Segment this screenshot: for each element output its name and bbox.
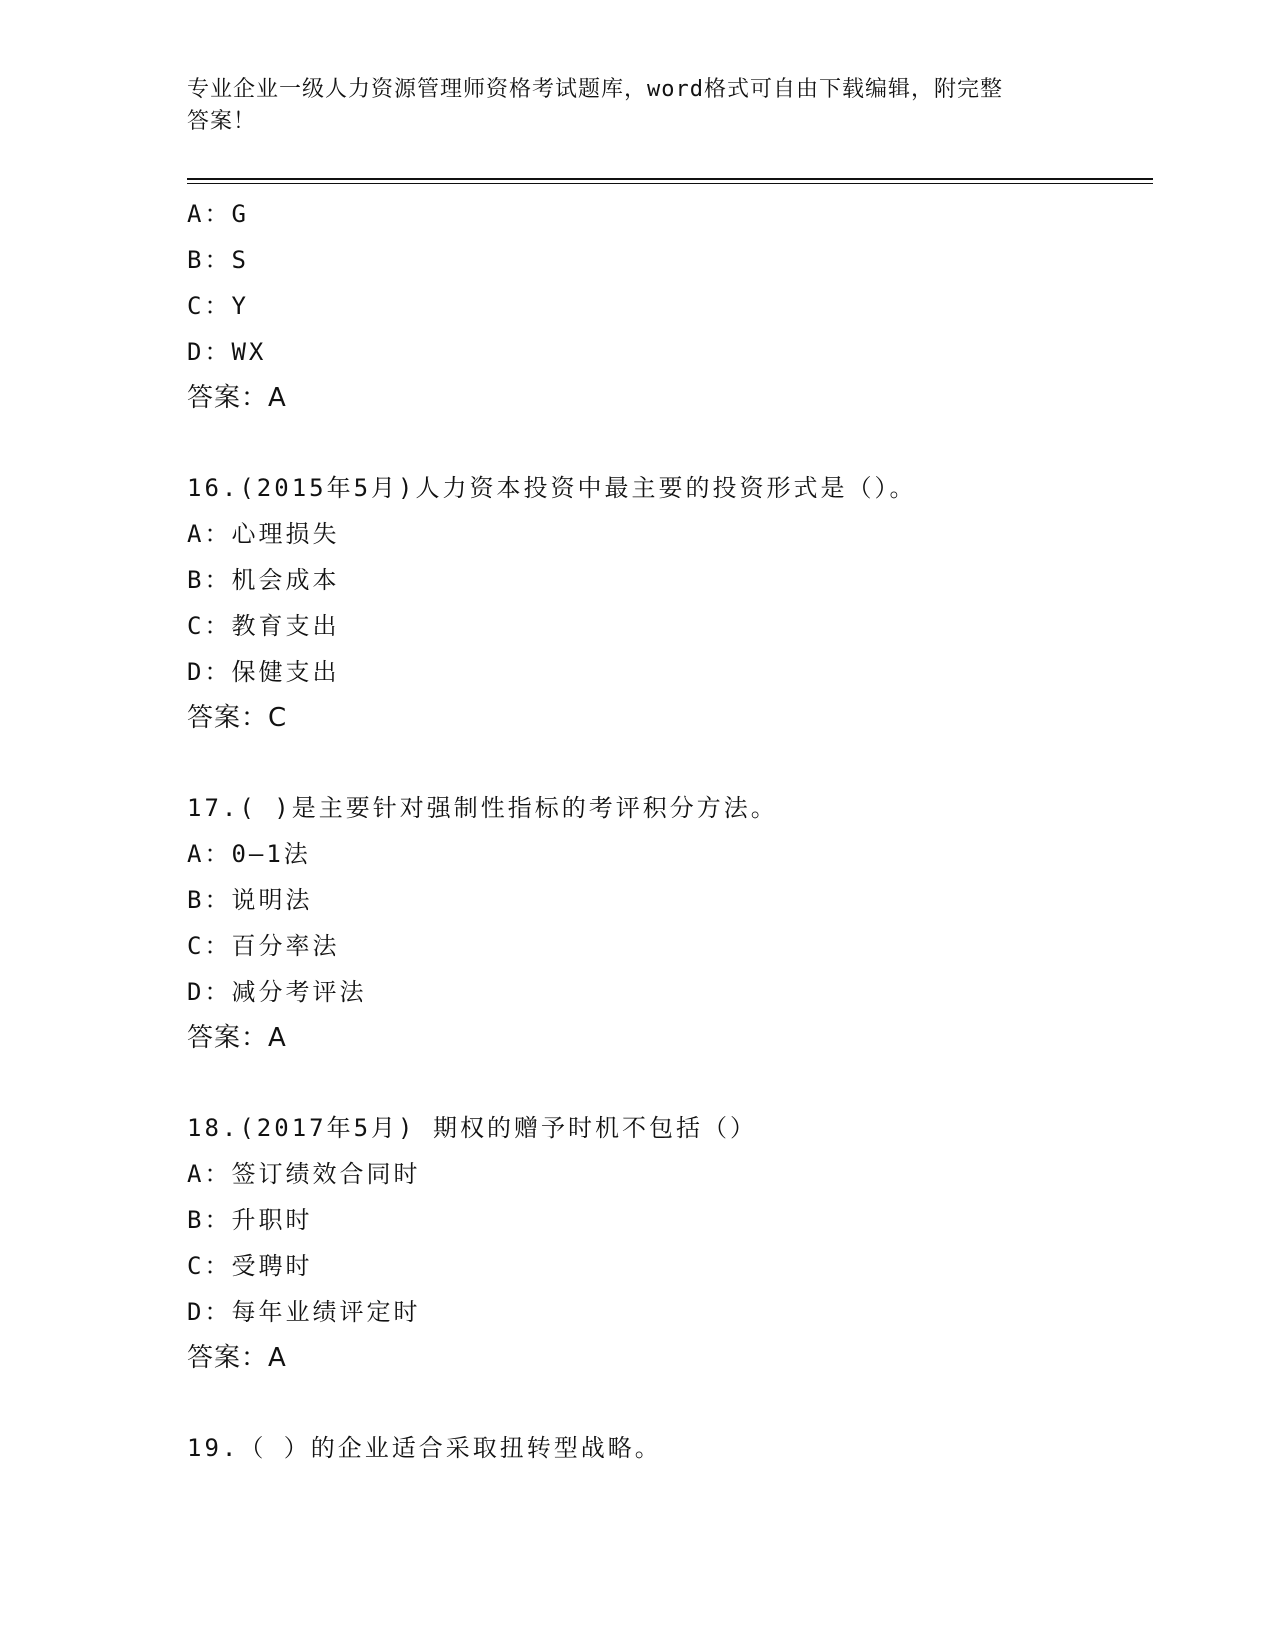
option-a: A：0—1法 <box>187 840 311 868</box>
option-b: B：机会成本 <box>187 566 340 594</box>
option-c: C：百分率法 <box>187 932 340 960</box>
question-block-19 <box>187 1425 1153 1471</box>
option-d: D：WX <box>187 338 267 366</box>
answer-line: 答案：A <box>187 1023 287 1053</box>
option-a: A：签订绩效合同时 <box>187 1160 421 1188</box>
document-header <box>187 74 1067 138</box>
option-c: C：受聘时 <box>187 1252 313 1280</box>
question-text: 18.(2017年5月) 期权的赠予时机不包括（） <box>187 1114 757 1142</box>
answer-line: 答案：A <box>187 383 287 413</box>
option-d: D：保健支出 <box>187 658 340 686</box>
option-d: D：每年业绩评定时 <box>187 1298 421 1326</box>
answer-line: 答案：A <box>187 1343 287 1373</box>
option-a: A：G <box>187 200 249 228</box>
option-c: C：教育支出 <box>187 612 340 640</box>
header-rule-thin <box>187 183 1153 184</box>
option-b: B：升职时 <box>187 1206 313 1234</box>
question-text: 19.（ ）的企业适合采取扭转型战略。 <box>187 1434 662 1462</box>
question-text: 16.(2015年5月)人力资本投资中最主要的投资形式是（）。 <box>187 474 917 502</box>
option-d: D：减分考评法 <box>187 978 367 1006</box>
question-block-15 <box>187 191 1153 421</box>
question-block-18 <box>187 1105 1153 1381</box>
question-block-16 <box>187 465 1153 741</box>
option-c: C：Y <box>187 292 249 320</box>
option-a: A：心理损失 <box>187 520 340 548</box>
header-line-2: 答案！ <box>187 109 257 134</box>
question-block-17 <box>187 785 1153 1061</box>
option-b: B：S <box>187 246 249 274</box>
answer-line: 答案：C <box>187 703 288 733</box>
header-rule-thick <box>187 178 1153 180</box>
option-b: B：说明法 <box>187 886 313 914</box>
question-text: 17.( )是主要针对强制性指标的考评积分方法。 <box>187 794 778 822</box>
question-list <box>187 191 1153 1471</box>
header-line-1: 专业企业一级人力资源管理师资格考试题库，word格式可自由下载编辑，附完整 <box>187 77 1003 102</box>
